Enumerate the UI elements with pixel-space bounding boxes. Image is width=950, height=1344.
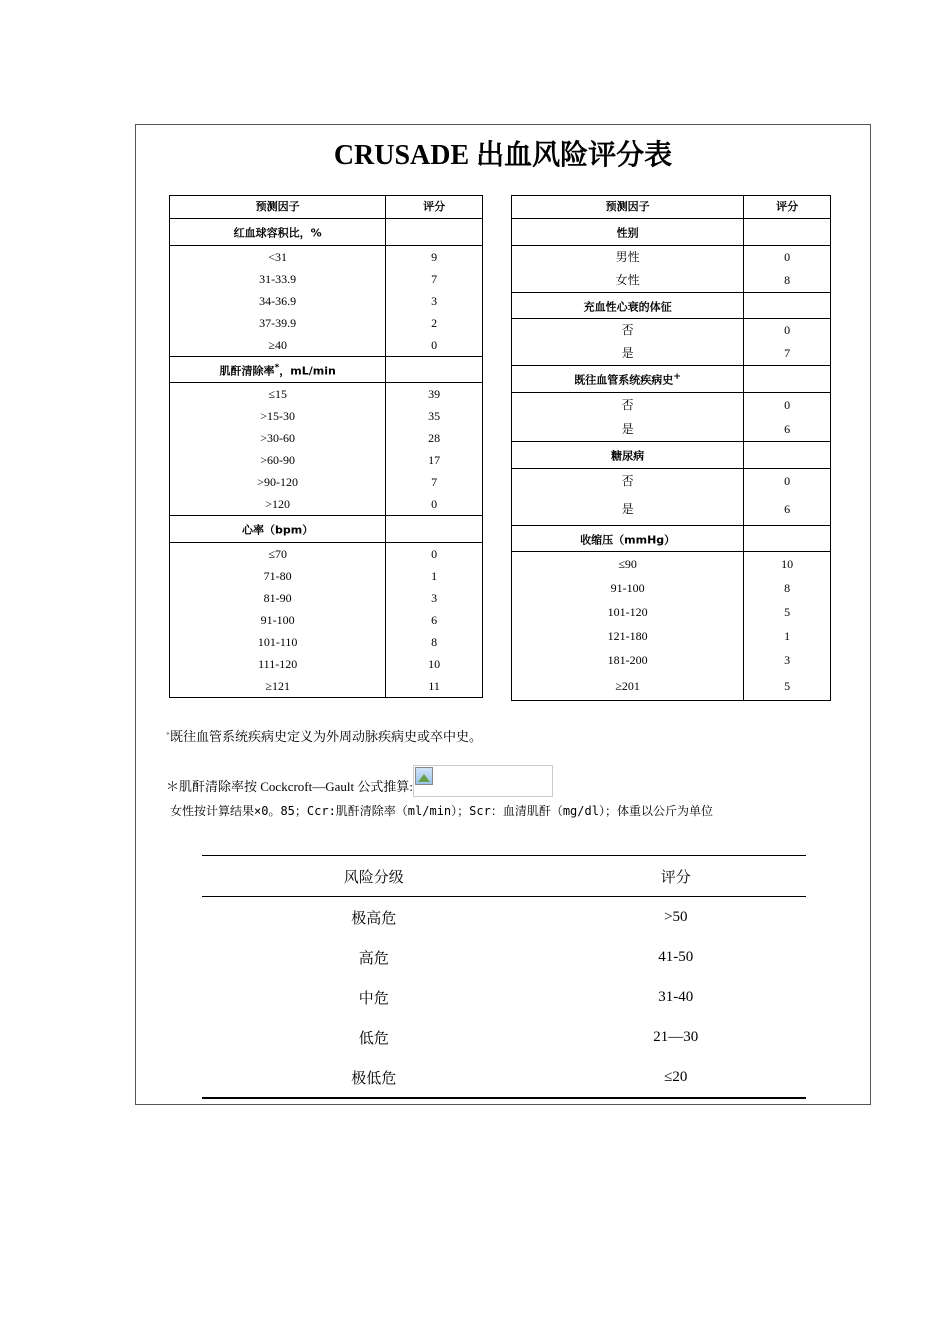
score-value: 6 xyxy=(744,493,831,526)
table-row xyxy=(202,897,806,938)
score-value: 35 xyxy=(386,405,483,427)
factor-value: 91-100 xyxy=(170,609,386,631)
section-header-row xyxy=(512,441,831,468)
risk-level: 低危 xyxy=(358,1030,389,1047)
table-row xyxy=(512,576,831,600)
score-value: 28 xyxy=(386,427,483,449)
factor-value: 是 xyxy=(512,342,744,366)
table-row xyxy=(170,471,483,493)
score-value: 3 xyxy=(386,587,483,609)
table-row xyxy=(512,319,831,343)
section-name: 充血性心衰的体征 xyxy=(512,292,744,319)
score-value: 7 xyxy=(386,471,483,493)
factor-value: 31-33.9 xyxy=(170,268,386,290)
section-header-row xyxy=(170,356,483,383)
risk-score: 41-50 xyxy=(658,948,694,965)
score-value: 7 xyxy=(386,268,483,290)
factor-value: 111-120 xyxy=(170,653,386,675)
factor-value: 101-120 xyxy=(512,600,744,624)
header-risk-level: 风险分级 xyxy=(202,856,546,897)
header-factor: 预测因子 xyxy=(512,196,744,219)
formula-image-icon xyxy=(413,765,553,797)
factor-value: >15-30 xyxy=(170,405,386,427)
section-header-row xyxy=(512,219,831,246)
factor-value: 34-36.9 xyxy=(170,290,386,312)
score-value: 5 xyxy=(744,672,831,701)
risk-score: 31-40 xyxy=(658,988,694,1005)
score-value: 0 xyxy=(744,245,831,269)
table-row xyxy=(202,1017,806,1057)
score-value: 8 xyxy=(744,269,831,293)
page-title: CRUSADE 出血风险评分表 xyxy=(333,140,673,171)
section-header-row xyxy=(512,366,831,393)
table-row xyxy=(202,977,806,1017)
risk-score: >50 xyxy=(664,908,688,925)
table-row xyxy=(170,383,483,406)
table-header-row xyxy=(512,196,831,219)
score-value: 1 xyxy=(386,565,483,587)
factor-value: 37-39.9 xyxy=(170,312,386,334)
table-row xyxy=(512,648,831,672)
factor-value: 121-180 xyxy=(512,624,744,648)
factor-value: 否 xyxy=(512,319,744,343)
factor-value: 71-80 xyxy=(170,565,386,587)
factor-value: 否 xyxy=(512,392,744,417)
score-value: 0 xyxy=(386,493,483,516)
score-value: 6 xyxy=(744,417,831,442)
factor-value: >90-120 xyxy=(170,471,386,493)
table-row xyxy=(170,405,483,427)
section-header-row xyxy=(170,516,483,543)
section-header-row xyxy=(512,292,831,319)
factor-value: 81-90 xyxy=(170,587,386,609)
table-header-row xyxy=(170,196,483,219)
table-row xyxy=(170,653,483,675)
score-value: 0 xyxy=(744,319,831,343)
section-name: 心率（bpm） xyxy=(170,516,386,543)
score-value: 8 xyxy=(386,631,483,653)
score-value: 3 xyxy=(386,290,483,312)
risk-level: 极低危 xyxy=(202,1057,546,1098)
risk-level: 极高危 xyxy=(351,910,397,927)
score-value: 10 xyxy=(744,552,831,577)
section-name: 收缩压（mmHg） xyxy=(512,525,744,552)
score-value: 11 xyxy=(386,675,483,698)
footnote-formula-details: 女性按计算结果×0。85；Ccr:肌酐清除率（ml/min）；Scr：血清肌酐（mg/dl）；体重以公斤为单位 xyxy=(170,804,713,818)
table-row xyxy=(170,290,483,312)
factor-value: 男性 xyxy=(512,245,744,269)
section-name: 肌酐清除率*，mL/min xyxy=(170,356,386,383)
score-value: 0 xyxy=(744,392,831,417)
document-frame xyxy=(135,124,871,1105)
table-row xyxy=(202,937,806,977)
section-name: 既往血管系统疾病史+ xyxy=(512,366,744,393)
score-value: 6 xyxy=(386,609,483,631)
score-value: 0 xyxy=(386,334,483,357)
factor-value: >30-60 xyxy=(170,427,386,449)
table-row xyxy=(512,600,831,624)
score-value: 8 xyxy=(744,576,831,600)
score-value: 5 xyxy=(744,600,831,624)
header-factor: 预测因子 xyxy=(170,196,386,219)
score-value: 0 xyxy=(386,542,483,565)
factor-value: 是 xyxy=(512,417,744,442)
table-row xyxy=(170,542,483,565)
table-row xyxy=(512,342,831,366)
section-name: 性别 xyxy=(512,219,744,246)
factor-value: ≤90 xyxy=(512,552,744,577)
score-value: 1 xyxy=(744,624,831,648)
score-value: 2 xyxy=(386,312,483,334)
table-row xyxy=(170,675,483,698)
table-row xyxy=(170,609,483,631)
header-score: 评分 xyxy=(744,196,831,219)
section-name: 红血球容积比，% xyxy=(170,219,386,246)
table-row xyxy=(512,269,831,293)
table-row xyxy=(512,624,831,648)
section-header-row xyxy=(170,219,483,246)
risk-score: ≤20 xyxy=(546,1057,806,1098)
risk-score: 21—30 xyxy=(653,1028,699,1045)
table-row xyxy=(512,417,831,442)
factor-value: ≤70 xyxy=(170,542,386,565)
table-row xyxy=(170,334,483,357)
score-value: 0 xyxy=(744,468,831,493)
factor-value: >120 xyxy=(170,493,386,516)
table-row xyxy=(170,312,483,334)
factor-value: ≥40 xyxy=(170,334,386,357)
score-value: 39 xyxy=(386,383,483,406)
table-row xyxy=(512,392,831,417)
factor-value: ≥121 xyxy=(170,675,386,698)
left-score-table xyxy=(169,195,483,698)
factor-value: 101-110 xyxy=(170,631,386,653)
section-name: 糖尿病 xyxy=(512,441,744,468)
factor-value: <31 xyxy=(170,245,386,268)
factor-value: 是 xyxy=(512,493,744,526)
score-value: 17 xyxy=(386,449,483,471)
risk-level: 高危 xyxy=(358,950,389,967)
table-row xyxy=(512,493,831,526)
score-value: 10 xyxy=(386,653,483,675)
table-row xyxy=(512,552,831,577)
table-row xyxy=(512,672,831,701)
factor-value: 女性 xyxy=(512,269,744,293)
risk-header-row xyxy=(202,856,806,897)
factor-value: >60-90 xyxy=(170,449,386,471)
table-row xyxy=(512,468,831,493)
risk-level-table xyxy=(202,855,806,1099)
table-row xyxy=(202,1057,806,1098)
factor-value: ≥201 xyxy=(512,672,744,701)
footnote-vascular-history: +既往血管系统疾病史定义为外周动脉疾病史或卒中史。 xyxy=(166,729,482,744)
footnote-creatinine-clearance: ＊肌酐清除率按 Cockcroft—Gault 公式推算: xyxy=(166,765,553,797)
factor-value: 否 xyxy=(512,468,744,493)
score-value: 9 xyxy=(386,245,483,268)
table-row xyxy=(170,449,483,471)
header-risk-score: 评分 xyxy=(546,856,806,897)
table-row xyxy=(170,427,483,449)
header-score: 评分 xyxy=(386,196,483,219)
table-row xyxy=(170,565,483,587)
section-header-row xyxy=(512,525,831,552)
factor-value: ≤15 xyxy=(170,383,386,406)
risk-level: 中危 xyxy=(358,990,389,1007)
table-row xyxy=(170,587,483,609)
factor-value: 91-100 xyxy=(512,576,744,600)
table-row xyxy=(170,493,483,516)
right-score-table xyxy=(511,195,831,701)
score-value: 3 xyxy=(744,648,831,672)
table-row xyxy=(170,245,483,268)
table-row xyxy=(170,268,483,290)
score-value: 7 xyxy=(744,342,831,366)
table-row xyxy=(170,631,483,653)
factor-value: 181-200 xyxy=(512,648,744,672)
table-row xyxy=(512,245,831,269)
